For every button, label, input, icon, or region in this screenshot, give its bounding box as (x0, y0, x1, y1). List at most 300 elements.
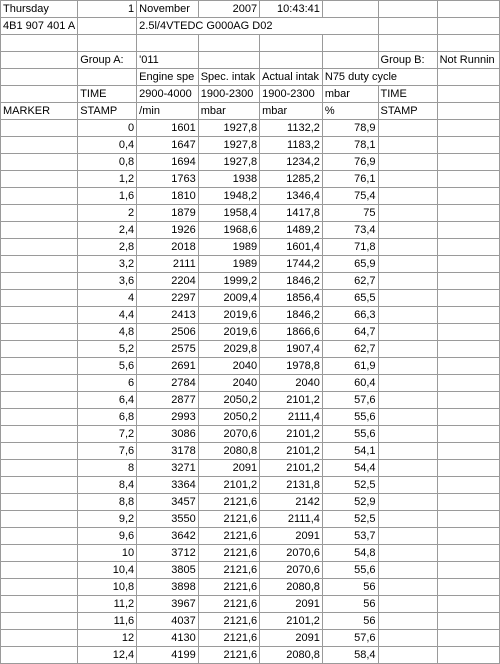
cell-spec-intake[interactable]: 2009,4 (198, 290, 259, 307)
cell-spec-intake[interactable]: 2050,2 (198, 409, 259, 426)
cell-spec-intake[interactable]: 2019,6 (198, 307, 259, 324)
cell-time-stamp[interactable]: 12,4 (78, 647, 137, 664)
cell-engine-speed[interactable]: 4199 (137, 647, 199, 664)
cell-time-stamp[interactable]: 1,2 (78, 171, 137, 188)
cell-empty[interactable] (437, 613, 499, 630)
cell-empty[interactable] (198, 35, 259, 52)
cell-spec-intake[interactable]: 1948,2 (198, 188, 259, 205)
cell-empty[interactable] (1, 579, 78, 596)
cell-engine-speed[interactable]: 3805 (137, 562, 199, 579)
cell-engine-speed[interactable]: 3086 (137, 426, 199, 443)
cell-empty[interactable] (1, 273, 78, 290)
cell-actual-intake[interactable]: 1907,4 (260, 341, 323, 358)
cell-empty[interactable] (378, 443, 437, 460)
cell-empty[interactable] (378, 477, 437, 494)
cell-engine-speed[interactable]: 1601 (137, 120, 199, 137)
cell-empty[interactable] (1, 341, 78, 358)
cell-empty[interactable] (437, 579, 499, 596)
cell-n75-duty[interactable]: 75,4 (322, 188, 378, 205)
cell-empty[interactable] (437, 103, 499, 120)
cell-empty[interactable] (1, 86, 78, 103)
cell-time-label[interactable]: TIME (78, 86, 137, 103)
cell-n75-duty[interactable]: 52,5 (322, 511, 378, 528)
cell-time-stamp[interactable]: 3,2 (78, 256, 137, 273)
cell-empty[interactable] (378, 375, 437, 392)
cell-empty[interactable] (1, 613, 78, 630)
cell-engine-speed[interactable]: 2877 (137, 392, 199, 409)
cell-empty[interactable] (1, 154, 78, 171)
cell-engine-speed[interactable]: 1879 (137, 205, 199, 222)
cell-empty[interactable] (137, 35, 199, 52)
cell-empty[interactable] (378, 18, 437, 35)
cell-empty[interactable] (198, 52, 259, 69)
cell-empty[interactable] (378, 596, 437, 613)
cell-time-stamp[interactable]: 0 (78, 120, 137, 137)
cell-spec-intake[interactable]: 2091 (198, 460, 259, 477)
cell-engine-speed[interactable]: 1647 (137, 137, 199, 154)
cell-empty[interactable] (378, 171, 437, 188)
cell-empty[interactable] (378, 188, 437, 205)
cell-n75-duty[interactable]: 58,4 (322, 647, 378, 664)
cell-engine-speed[interactable]: 1763 (137, 171, 199, 188)
cell-engine-speed[interactable]: 1810 (137, 188, 199, 205)
cell-spec-intake[interactable]: 2121,6 (198, 647, 259, 664)
cell-engine-speed[interactable]: 3712 (137, 545, 199, 562)
cell-engine-speed[interactable]: 2506 (137, 324, 199, 341)
cell-empty[interactable] (1, 392, 78, 409)
cell-empty[interactable] (437, 494, 499, 511)
cell-empty[interactable] (1, 324, 78, 341)
cell-empty[interactable] (378, 426, 437, 443)
cell-empty[interactable] (78, 35, 137, 52)
cell-n75-duty[interactable]: 75 (322, 205, 378, 222)
cell-empty[interactable] (1, 477, 78, 494)
cell-engine-speed[interactable]: 3550 (137, 511, 199, 528)
cell-unit-mbar[interactable]: mbar (322, 86, 378, 103)
cell-actual-intake[interactable]: 2101,2 (260, 443, 323, 460)
cell-empty[interactable] (437, 443, 499, 460)
cell-n75-duty[interactable]: 76,9 (322, 154, 378, 171)
cell-n75-duty[interactable]: 64,7 (322, 324, 378, 341)
cell-unit-per-min[interactable]: /min (137, 103, 199, 120)
cell-engine-speed[interactable]: 3642 (137, 528, 199, 545)
cell-actual-intake[interactable]: 2040 (260, 375, 323, 392)
cell-actual-intake[interactable]: 1132,2 (260, 120, 323, 137)
cell-n75-duty[interactable]: 65,5 (322, 290, 378, 307)
cell-stamp-label-b[interactable]: STAMP (378, 103, 437, 120)
cell-spec-intake[interactable]: 1938 (198, 171, 259, 188)
cell-empty[interactable] (1, 188, 78, 205)
cell-n75-duty[interactable]: 65,9 (322, 256, 378, 273)
cell-actual-intake[interactable]: 2070,6 (260, 562, 323, 579)
cell-empty[interactable] (1, 307, 78, 324)
cell-time-stamp[interactable]: 1,6 (78, 188, 137, 205)
cell-range-spec[interactable]: 1900-2300 (198, 86, 259, 103)
cell-actual-intake[interactable]: 2142 (260, 494, 323, 511)
cell-time-stamp[interactable]: 8,8 (78, 494, 137, 511)
cell-empty[interactable] (378, 120, 437, 137)
cell-empty[interactable] (437, 460, 499, 477)
cell-time-label-b[interactable]: TIME (378, 86, 437, 103)
cell-empty[interactable] (378, 545, 437, 562)
cell-actual-intake[interactable]: 1856,4 (260, 290, 323, 307)
cell-empty[interactable] (378, 528, 437, 545)
cell-n75-duty[interactable]: 54,4 (322, 460, 378, 477)
cell-spec-intake[interactable]: 2121,6 (198, 613, 259, 630)
cell-empty[interactable] (437, 324, 499, 341)
cell-empty[interactable] (322, 35, 378, 52)
cell-time-stamp[interactable]: 7,6 (78, 443, 137, 460)
cell-empty[interactable] (378, 511, 437, 528)
cell-empty[interactable] (78, 18, 137, 35)
cell-spec-intake[interactable]: 2121,6 (198, 562, 259, 579)
cell-actual-intake[interactable]: 1744,2 (260, 256, 323, 273)
cell-year[interactable]: 2007 (198, 1, 259, 18)
cell-time-stamp[interactable]: 3,6 (78, 273, 137, 290)
cell-spec-intake[interactable]: 1927,8 (198, 120, 259, 137)
cell-time-stamp[interactable]: 6 (78, 375, 137, 392)
cell-spec-intake[interactable]: 2121,6 (198, 630, 259, 647)
cell-empty[interactable] (437, 511, 499, 528)
cell-empty[interactable] (437, 528, 499, 545)
cell-empty[interactable] (437, 290, 499, 307)
cell-spec-intake[interactable]: 2121,6 (198, 511, 259, 528)
cell-n75-duty[interactable]: 61,9 (322, 358, 378, 375)
cell-n75-duty[interactable]: 52,9 (322, 494, 378, 511)
cell-spec-intake[interactable]: 1989 (198, 239, 259, 256)
cell-n75-duty[interactable]: 57,6 (322, 630, 378, 647)
cell-empty[interactable] (378, 647, 437, 664)
cell-actual-intake[interactable]: 1183,2 (260, 137, 323, 154)
cell-empty[interactable] (1, 409, 78, 426)
cell-unit-actual[interactable]: mbar (260, 103, 323, 120)
cell-empty[interactable] (322, 1, 378, 18)
cell-engine-speed[interactable]: 4037 (137, 613, 199, 630)
cell-part-number[interactable]: 4B1 907 401 A (1, 18, 78, 35)
cell-engine-speed[interactable]: 2413 (137, 307, 199, 324)
cell-empty[interactable] (437, 477, 499, 494)
cell-empty[interactable] (437, 1, 499, 18)
cell-empty[interactable] (437, 392, 499, 409)
cell-spec-intake[interactable]: 2070,6 (198, 426, 259, 443)
cell-engine-speed-header[interactable]: Engine spe (137, 69, 199, 86)
cell-time-stamp[interactable]: 10,4 (78, 562, 137, 579)
cell-n75-duty[interactable]: 55,6 (322, 426, 378, 443)
cell-empty[interactable] (437, 647, 499, 664)
cell-time-stamp[interactable]: 11,2 (78, 596, 137, 613)
cell-actual-intake[interactable]: 1417,8 (260, 205, 323, 222)
cell-empty[interactable] (1, 256, 78, 273)
cell-empty[interactable] (378, 324, 437, 341)
cell-time-stamp[interactable]: 8,4 (78, 477, 137, 494)
cell-spec-intake[interactable]: 2101,2 (198, 477, 259, 494)
cell-empty[interactable] (437, 256, 499, 273)
cell-n75-duty[interactable]: 71,8 (322, 239, 378, 256)
cell-empty[interactable] (378, 392, 437, 409)
cell-empty[interactable] (437, 358, 499, 375)
cell-actual-intake[interactable]: 2091 (260, 596, 323, 613)
cell-empty[interactable] (1, 205, 78, 222)
cell-time-stamp[interactable]: 11,6 (78, 613, 137, 630)
cell-empty[interactable] (1, 630, 78, 647)
cell-time-stamp[interactable]: 0,4 (78, 137, 137, 154)
cell-empty[interactable] (437, 562, 499, 579)
cell-stamp-label[interactable]: STAMP (78, 103, 137, 120)
cell-range-actual[interactable]: 1900-2300 (260, 86, 323, 103)
cell-n75-duty[interactable]: 76,1 (322, 171, 378, 188)
cell-engine-speed[interactable]: 2691 (137, 358, 199, 375)
cell-actual-intake[interactable]: 1601,4 (260, 239, 323, 256)
cell-actual-intake[interactable]: 1846,2 (260, 307, 323, 324)
cell-actual-intake[interactable]: 1346,4 (260, 188, 323, 205)
cell-engine-speed[interactable]: 3967 (137, 596, 199, 613)
cell-engine-speed[interactable]: 2784 (137, 375, 199, 392)
cell-spec-intake[interactable]: 2029,8 (198, 341, 259, 358)
cell-empty[interactable] (1, 494, 78, 511)
cell-n75-duty[interactable]: 56 (322, 613, 378, 630)
cell-empty[interactable] (378, 494, 437, 511)
cell-actual-intake-header[interactable]: Actual intak (260, 69, 323, 86)
cell-empty[interactable] (437, 120, 499, 137)
cell-empty[interactable] (378, 137, 437, 154)
cell-group-b-label[interactable]: Group B: (378, 52, 437, 69)
cell-time[interactable]: 10:43:41 (260, 1, 323, 18)
cell-group-a-label[interactable]: Group A: (78, 52, 137, 69)
cell-time-stamp[interactable]: 4,8 (78, 324, 137, 341)
cell-empty[interactable] (1, 171, 78, 188)
cell-time-stamp[interactable]: 5,6 (78, 358, 137, 375)
cell-actual-intake[interactable]: 2101,2 (260, 460, 323, 477)
cell-engine-speed[interactable]: 2018 (137, 239, 199, 256)
cell-spec-intake[interactable]: 1968,6 (198, 222, 259, 239)
cell-unit-spec[interactable]: mbar (198, 103, 259, 120)
cell-spec-intake[interactable]: 2040 (198, 358, 259, 375)
cell-empty[interactable] (437, 426, 499, 443)
cell-time-stamp[interactable]: 4 (78, 290, 137, 307)
cell-empty[interactable] (437, 86, 499, 103)
cell-time-stamp[interactable]: 10,8 (78, 579, 137, 596)
cell-spec-intake[interactable]: 1989 (198, 256, 259, 273)
cell-empty[interactable] (1, 137, 78, 154)
cell-spec-intake[interactable]: 2040 (198, 375, 259, 392)
cell-empty[interactable] (1, 545, 78, 562)
cell-time-stamp[interactable]: 10 (78, 545, 137, 562)
cell-marker-label[interactable]: MARKER (1, 103, 78, 120)
cell-empty[interactable] (378, 613, 437, 630)
cell-empty[interactable] (1, 443, 78, 460)
cell-n75-header[interactable]: N75 duty cycle (322, 69, 437, 86)
cell-empty[interactable] (437, 188, 499, 205)
cell-empty[interactable] (378, 630, 437, 647)
cell-actual-intake[interactable]: 2111,4 (260, 511, 323, 528)
cell-empty[interactable] (437, 545, 499, 562)
cell-empty[interactable] (378, 562, 437, 579)
cell-empty[interactable] (437, 69, 499, 86)
cell-actual-intake[interactable]: 2101,2 (260, 392, 323, 409)
cell-n75-duty[interactable]: 56 (322, 579, 378, 596)
cell-empty[interactable] (1, 511, 78, 528)
cell-actual-intake[interactable]: 2101,2 (260, 426, 323, 443)
cell-engine-speed[interactable]: 3271 (137, 460, 199, 477)
cell-actual-intake[interactable]: 1285,2 (260, 171, 323, 188)
cell-engine-speed[interactable]: 1694 (137, 154, 199, 171)
cell-empty[interactable] (437, 409, 499, 426)
cell-empty[interactable] (1, 528, 78, 545)
cell-day-number[interactable]: 1 (78, 1, 137, 18)
cell-empty[interactable] (1, 460, 78, 477)
cell-month[interactable]: November (137, 1, 199, 18)
cell-time-stamp[interactable]: 2 (78, 205, 137, 222)
cell-empty[interactable] (437, 341, 499, 358)
cell-engine-speed[interactable]: 2111 (137, 256, 199, 273)
cell-empty[interactable] (378, 154, 437, 171)
cell-time-stamp[interactable]: 2,4 (78, 222, 137, 239)
cell-empty[interactable] (322, 52, 378, 69)
cell-empty[interactable] (1, 426, 78, 443)
cell-n75-duty[interactable]: 62,7 (322, 341, 378, 358)
cell-engine-speed[interactable]: 3178 (137, 443, 199, 460)
cell-empty[interactable] (378, 239, 437, 256)
cell-empty[interactable] (1, 562, 78, 579)
cell-empty[interactable] (437, 307, 499, 324)
cell-n75-duty[interactable]: 53,7 (322, 528, 378, 545)
cell-time-stamp[interactable]: 12 (78, 630, 137, 647)
cell-empty[interactable] (378, 409, 437, 426)
cell-empty[interactable] (1, 69, 78, 86)
cell-n75-duty[interactable]: 66,3 (322, 307, 378, 324)
cell-spec-intake[interactable]: 2121,6 (198, 528, 259, 545)
cell-empty[interactable] (437, 35, 499, 52)
cell-n75-duty[interactable]: 78,1 (322, 137, 378, 154)
cell-time-stamp[interactable]: 2,8 (78, 239, 137, 256)
cell-n75-duty[interactable]: 78,9 (322, 120, 378, 137)
cell-empty[interactable] (322, 18, 378, 35)
cell-empty[interactable] (1, 596, 78, 613)
cell-actual-intake[interactable]: 1866,6 (260, 324, 323, 341)
cell-spec-intake[interactable]: 1927,8 (198, 137, 259, 154)
cell-n75-duty[interactable]: 54,8 (322, 545, 378, 562)
cell-engine-speed[interactable]: 3364 (137, 477, 199, 494)
cell-empty[interactable] (378, 307, 437, 324)
cell-empty[interactable] (437, 205, 499, 222)
cell-engine-speed[interactable]: 4130 (137, 630, 199, 647)
cell-time-stamp[interactable]: 7,2 (78, 426, 137, 443)
cell-spec-intake[interactable]: 1999,2 (198, 273, 259, 290)
cell-spec-intake[interactable]: 2080,8 (198, 443, 259, 460)
cell-actual-intake[interactable]: 2070,6 (260, 545, 323, 562)
cell-time-stamp[interactable]: 6,8 (78, 409, 137, 426)
cell-time-stamp[interactable]: 8 (78, 460, 137, 477)
cell-group-a-value[interactable]: '011 (137, 52, 199, 69)
cell-n75-duty[interactable]: 62,7 (322, 273, 378, 290)
cell-empty[interactable] (378, 35, 437, 52)
cell-day[interactable]: Thursday (1, 1, 78, 18)
cell-engine-speed[interactable]: 2575 (137, 341, 199, 358)
cell-empty[interactable] (378, 460, 437, 477)
cell-actual-intake[interactable]: 1234,2 (260, 154, 323, 171)
cell-empty[interactable] (1, 239, 78, 256)
cell-range-speed[interactable]: 2900-4000 (137, 86, 199, 103)
cell-empty[interactable] (1, 35, 78, 52)
cell-spec-intake[interactable]: 2050,2 (198, 392, 259, 409)
cell-empty[interactable] (378, 256, 437, 273)
cell-spec-intake-header[interactable]: Spec. intak (198, 69, 259, 86)
cell-n75-duty[interactable]: 55,6 (322, 409, 378, 426)
cell-empty[interactable] (1, 647, 78, 664)
cell-time-stamp[interactable]: 9,6 (78, 528, 137, 545)
cell-empty[interactable] (378, 579, 437, 596)
cell-empty[interactable] (437, 18, 499, 35)
cell-empty[interactable] (437, 375, 499, 392)
cell-engine-speed[interactable]: 2204 (137, 273, 199, 290)
cell-engine-speed[interactable]: 3457 (137, 494, 199, 511)
cell-actual-intake[interactable]: 2131,8 (260, 477, 323, 494)
cell-time-stamp[interactable]: 4,4 (78, 307, 137, 324)
cell-spec-intake[interactable]: 1927,8 (198, 154, 259, 171)
cell-empty[interactable] (260, 35, 323, 52)
cell-spec-intake[interactable]: 2121,6 (198, 596, 259, 613)
cell-empty[interactable] (437, 239, 499, 256)
cell-empty[interactable] (1, 222, 78, 239)
cell-empty[interactable] (437, 171, 499, 188)
cell-time-stamp[interactable]: 0,8 (78, 154, 137, 171)
cell-empty[interactable] (78, 69, 137, 86)
cell-empty[interactable] (378, 273, 437, 290)
cell-actual-intake[interactable]: 1846,2 (260, 273, 323, 290)
cell-empty[interactable] (1, 120, 78, 137)
cell-n75-duty[interactable]: 52,5 (322, 477, 378, 494)
cell-empty[interactable] (378, 341, 437, 358)
cell-engine-code[interactable]: 2.5l/4VTEDC G000AG D02 (137, 18, 323, 35)
cell-empty[interactable] (1, 52, 78, 69)
cell-spec-intake[interactable]: 2121,6 (198, 579, 259, 596)
cell-actual-intake[interactable]: 2080,8 (260, 647, 323, 664)
cell-time-stamp[interactable]: 5,2 (78, 341, 137, 358)
cell-empty[interactable] (378, 205, 437, 222)
cell-n75-duty[interactable]: 60,4 (322, 375, 378, 392)
cell-actual-intake[interactable]: 2091 (260, 630, 323, 647)
cell-spec-intake[interactable]: 1958,4 (198, 205, 259, 222)
cell-actual-intake[interactable]: 1489,2 (260, 222, 323, 239)
cell-n75-duty[interactable]: 57,6 (322, 392, 378, 409)
cell-empty[interactable] (437, 137, 499, 154)
cell-time-stamp[interactable]: 9,2 (78, 511, 137, 528)
cell-empty[interactable] (378, 358, 437, 375)
cell-empty[interactable] (437, 222, 499, 239)
cell-spec-intake[interactable]: 2121,6 (198, 545, 259, 562)
cell-actual-intake[interactable]: 2101,2 (260, 613, 323, 630)
cell-n75-duty[interactable]: 73,4 (322, 222, 378, 239)
cell-actual-intake[interactable]: 2091 (260, 528, 323, 545)
cell-engine-speed[interactable]: 2297 (137, 290, 199, 307)
cell-group-b-value[interactable]: Not Runnin (437, 52, 499, 69)
cell-n75-duty[interactable]: 56 (322, 596, 378, 613)
cell-actual-intake[interactable]: 2111,4 (260, 409, 323, 426)
cell-engine-speed[interactable]: 1926 (137, 222, 199, 239)
cell-engine-speed[interactable]: 3898 (137, 579, 199, 596)
cell-time-stamp[interactable]: 6,4 (78, 392, 137, 409)
cell-empty[interactable] (378, 290, 437, 307)
cell-n75-duty[interactable]: 54,1 (322, 443, 378, 460)
cell-actual-intake[interactable]: 2080,8 (260, 579, 323, 596)
cell-empty[interactable] (378, 1, 437, 18)
cell-spec-intake[interactable]: 2121,6 (198, 494, 259, 511)
cell-actual-intake[interactable]: 1978,8 (260, 358, 323, 375)
cell-empty[interactable] (378, 222, 437, 239)
cell-empty[interactable] (1, 375, 78, 392)
cell-empty[interactable] (260, 52, 323, 69)
cell-unit-percent[interactable]: % (322, 103, 378, 120)
